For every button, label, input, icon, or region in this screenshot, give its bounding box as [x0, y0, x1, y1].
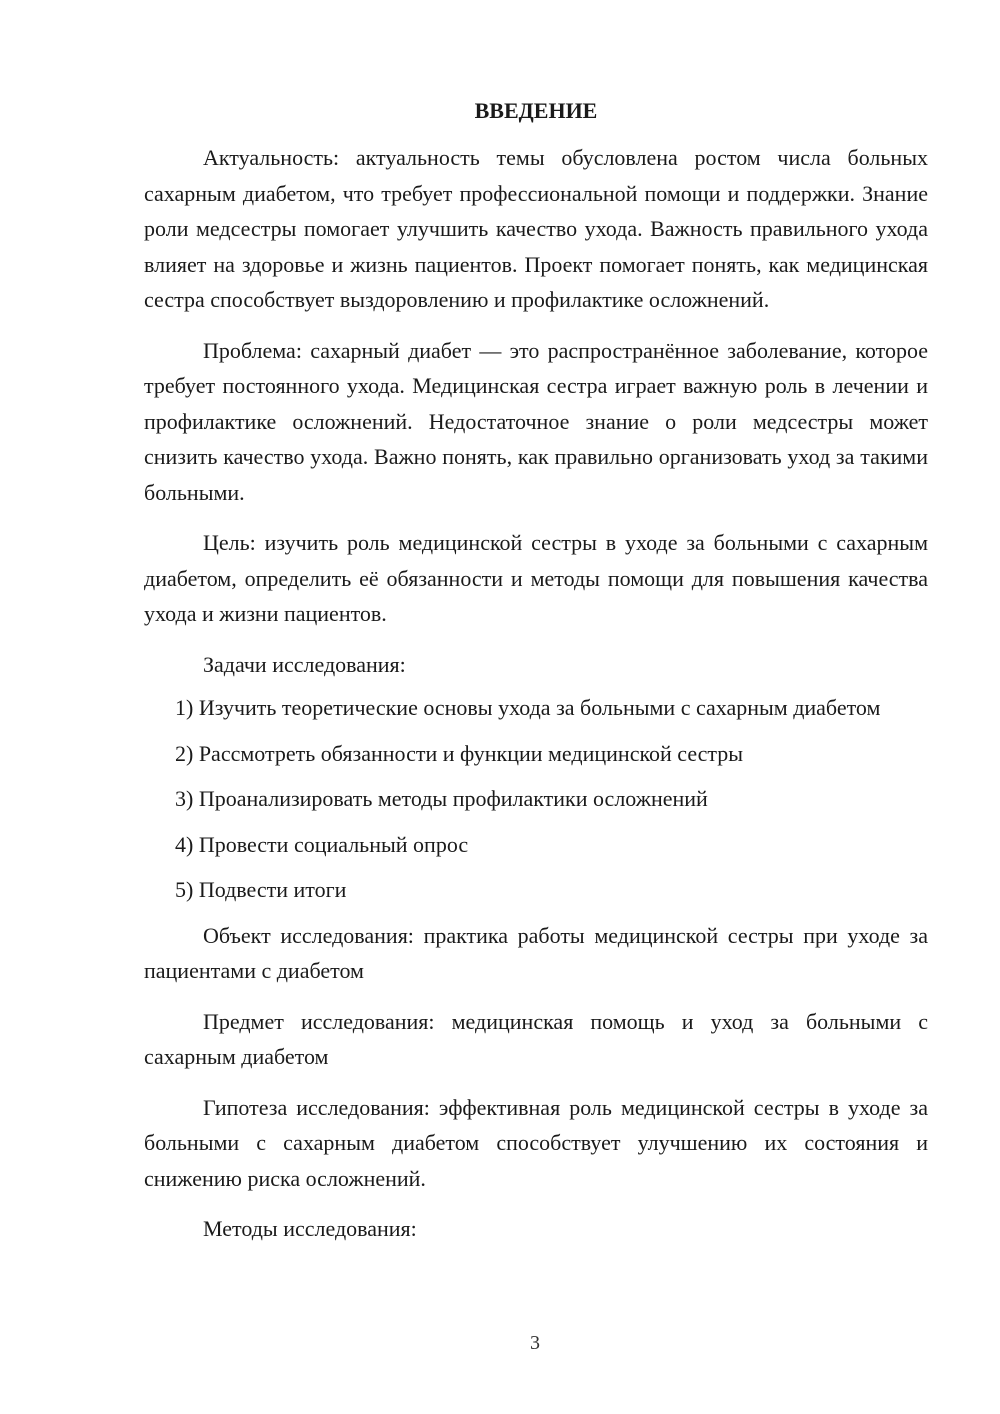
- list-item: 5) Подвести итоги: [175, 877, 347, 902]
- paragraph-object: Объект исследования: практика работы медицинской сестры при уходе за пациентами с диабетом: [144, 922, 928, 983]
- list-item: 2) Рассмотреть обязанности и функции медицинской сестры: [175, 740, 744, 766]
- list-item: 3) Проанализировать методы профилактики осложнений: [175, 786, 708, 811]
- paragraph-hypothesis: Гипотеза исследования: эффективная роль медицинской сестры в уходе за больными с сахарным диабетом способствует улучшению их состояния и снижению риска осложнений.: [144, 1094, 928, 1191]
- paragraph-subject: Предмет исследования: медицинская помощь и уход за больными с сахарным диабетом: [144, 1008, 928, 1069]
- paragraph-problem: Проблема: сахарный диабет — это распространённое заболевание, которое требует постоянного ухода. Медицинская сестра играет важную роль в лечении и профилактике осложнений. Недостаточное знание о роли медсестры может снизить качество ухода. Важно понять, как правильно организовать уход за такими больными.: [144, 337, 928, 505]
- tasks-heading: Задачи исследования:: [203, 651, 406, 677]
- methods-heading: Методы исследования:: [203, 1216, 417, 1241]
- page-number: 3: [530, 1332, 540, 1354]
- paragraph-relevance: Актуальность: актуальность темы обусловлена ростом числа больных сахарным диабетом, что требует профессиональной помощи и поддержки. Знание роли медсестры помогает улучшить качество ухода. Важность правильного ухода влияет на здоровье и жизнь пациентов. Проект помогает понять, как медицинская сестра способствует выздоровлению и профилактике осложнений.: [144, 145, 928, 312]
- list-item: 1) Изучить теоретические основы ухода за больными с сахарным диабетом: [175, 695, 881, 720]
- tasks-list: [144, 690, 928, 908]
- page-title: ВВЕДЕНИЕ: [474, 98, 598, 123]
- paragraph-goal: Цель: изучить роль медицинской сестры в уходе за больными с сахарным диабетом, определить её обязанности и методы помощи для повышения качества ухода и жизни пациентов.: [144, 530, 928, 626]
- list-item: 4) Провести социальный опрос: [175, 831, 469, 857]
- page-content: [144, 96, 928, 1262]
